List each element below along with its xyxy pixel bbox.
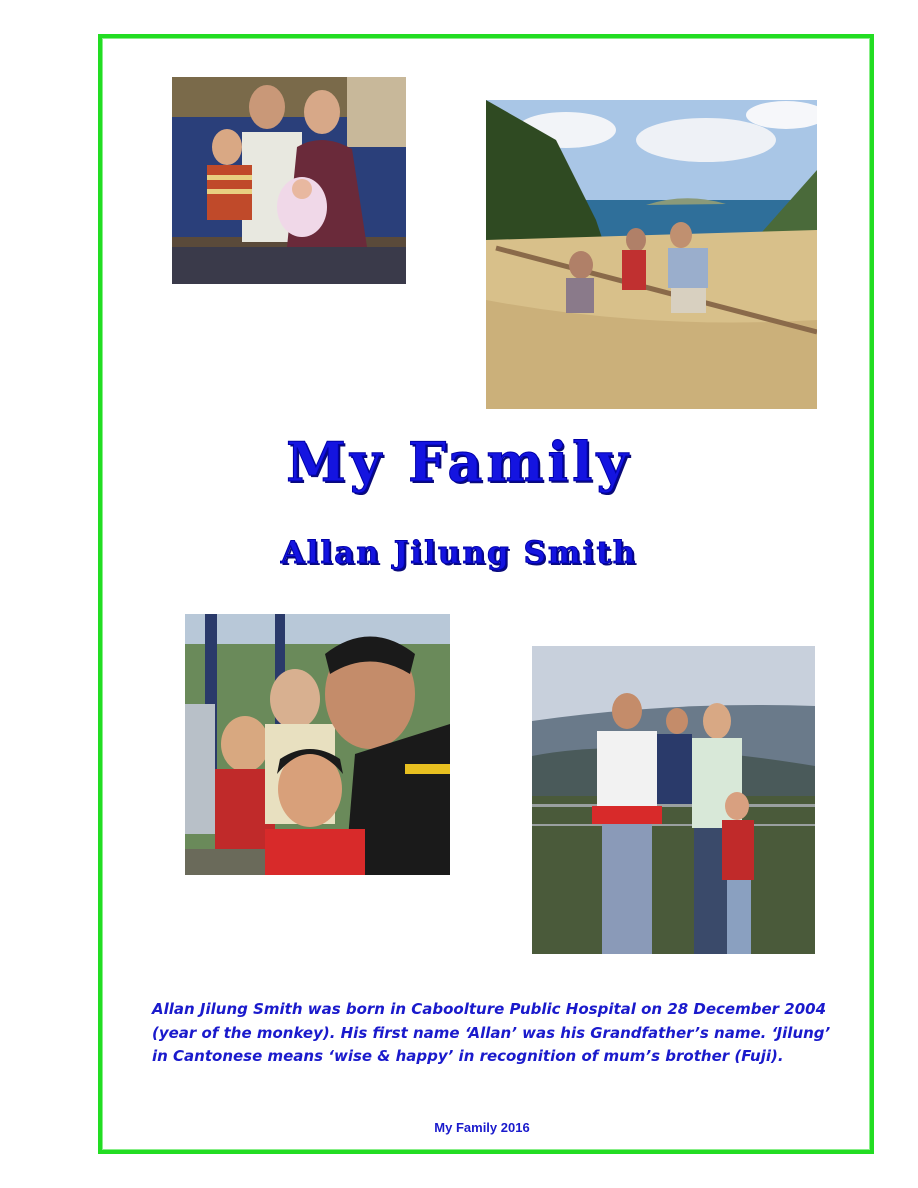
page-title: My Family [286,430,632,494]
bio-line: in Cantonese means ‘wise & happy’ in recognition of mum’s brother (Fuji). [152,1047,784,1065]
bio-paragraph [152,998,842,1069]
bio-line: Allan Jilung Smith was born in Caboolture Public Hospital on 28 December 2004 [152,1000,827,1018]
bio-line: (year of the monkey). His first name ‘Allan’ was his Grandfather’s name. ‘Jilung’ [152,1023,831,1042]
page-subtitle: Allan Jilung Smith [280,535,638,571]
page-footer: My Family 2016 [434,1120,530,1135]
mountain-lookout-photo [532,646,815,954]
family-couch-photo [172,77,406,284]
family-selfie-photo [185,614,450,875]
beach-dune-photo [486,100,817,409]
